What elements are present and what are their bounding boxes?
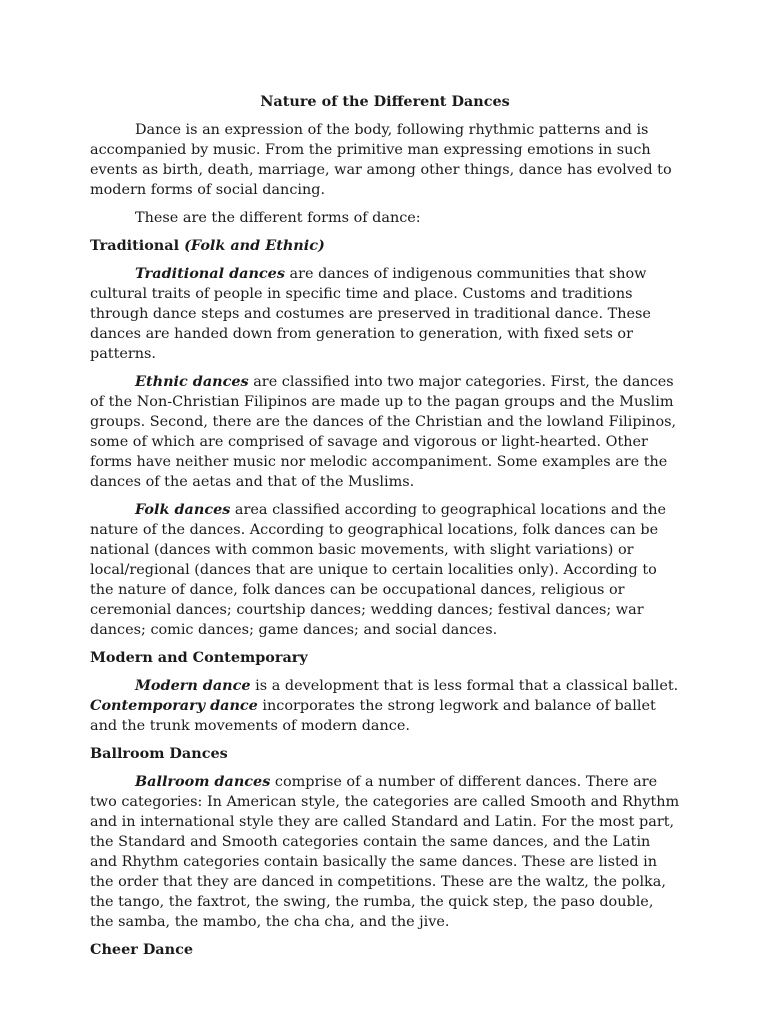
folk-dances-paragraph: [90, 500, 680, 640]
traditional-dances-term: Traditional dances: [135, 265, 285, 282]
traditional-heading-text: Traditional: [90, 237, 180, 254]
traditional-heading-subtitle: (Folk and Ethnic): [184, 237, 325, 254]
contemporary-dance-term: Contemporary dance: [90, 697, 258, 714]
ethnic-dances-text: are classified into two major categories. First, the dances of the Non-Christian Filipinos are made up to the pagan groups and the Muslim groups. Second, there are the dances of the Christian and the lowland Filipinos, some of which are comprised of savage and vigorous or light-hearted. Other forms have neither music nor melodic accompaniment. Some examples are the dances of the aetas and that of the Muslims.: [90, 374, 677, 490]
modern-contemporary-paragraph: [90, 676, 680, 736]
forms-intro-paragraph: These are the different forms of dance:: [135, 210, 421, 226]
traditional-heading: [90, 236, 680, 256]
modern-contemporary-heading: Modern and Contemporary: [90, 649, 308, 666]
modern-dance-text: is a development that is less formal that a classical ballet.: [250, 678, 679, 694]
intro-paragraph: Dance is an expression of the body, following rhythmic patterns and is accompanied by music. From the primitive man expressing emotions in such events as birth, death, marriage, war among other things, dance has evolved to modern forms of social dancing.: [90, 122, 672, 198]
modern-dance-term: Modern dance: [135, 677, 251, 694]
ethnic-dances-paragraph: [90, 372, 680, 492]
ballroom-heading: Ballroom Dances: [90, 745, 228, 762]
document-title: Nature of the Different Dances: [260, 93, 510, 110]
cheer-dance-heading: Cheer Dance: [90, 941, 194, 958]
ballroom-dances-text: comprise of a number of different dances. There are two categories: In American style, the categories are called Smooth and Rhythm and in international style they are called Standard and Latin. For the most part, the Standard and Smooth categories contain the same dances, and the Latin and Rhythm categories contain basically the same dances. These are listed in the order that they are danced in competitions. These are the waltz, the polka, the tango, the faxtrot, the swing, the rumba, the quick step, the paso double, the samba, the mambo, the cha cha, and the jive.: [90, 774, 680, 930]
folk-dances-text: area classified according to geographical locations and the nature of the dances. According to geographical locations, folk dances can be national (dances with common basic movements, with slight variations) or local/regional (dances that are unique to certain localities only). According to the nature of dance, folk dances can be occupational dances, religious or ceremonial dances; courtship dances; wedding dances; festival dances; war dances; comic dances; game dances; and social dances.: [90, 502, 667, 638]
contemporary-dance-text: incorporates the strong legwork and balance of ballet and the trunk movements of modern dance.: [90, 698, 656, 734]
ballroom-dances-term: Ballroom dances: [135, 773, 271, 790]
traditional-dances-paragraph: [90, 264, 680, 364]
ethnic-dances-term: Ethnic dances: [135, 373, 249, 390]
ballroom-dances-paragraph: [90, 772, 680, 932]
traditional-dances-text: are dances of indigenous communities that show cultural traits of people in specific time and place. Customs and traditions through dance steps and costumes are preserved in traditional dance. These dances are handed down from generation to generation, with fixed sets or patterns.: [90, 266, 651, 362]
folk-dances-term: Folk dances: [135, 501, 231, 518]
document-page: [90, 92, 680, 968]
